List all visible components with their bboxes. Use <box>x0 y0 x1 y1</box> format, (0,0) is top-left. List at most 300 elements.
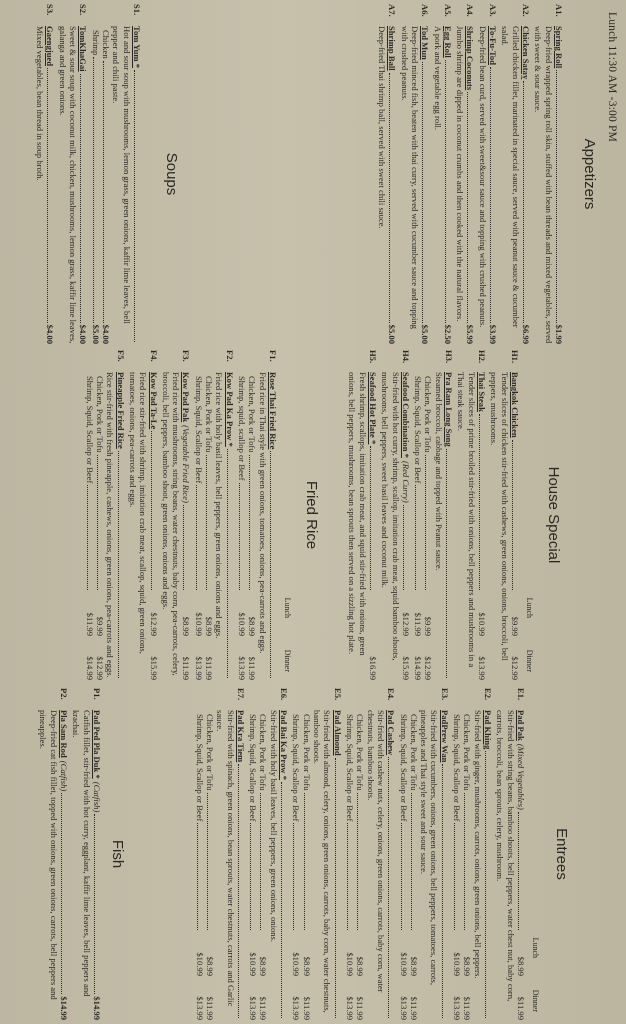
menu-item <box>398 688 450 1020</box>
item-body <box>347 372 378 680</box>
variant-price: $4.00 <box>101 324 112 344</box>
item-name-row <box>477 372 487 680</box>
item-body <box>194 710 246 1020</box>
dinner-price: $13.99 <box>345 996 355 1020</box>
dinner-price: $11.99 <box>462 996 473 1020</box>
item-body <box>380 372 411 680</box>
variant-label: Shrimp, Squid, Scallop or Beef <box>194 714 205 822</box>
item-name: Pad Bai Ka Prow * <box>279 710 290 781</box>
dot-leader <box>196 485 197 590</box>
variant-label: Shrimp, Squid, Scallop or Beef <box>291 714 302 822</box>
lunch-price: $8.99 <box>462 956 473 976</box>
variant-row <box>247 372 257 680</box>
item-name: Pad Kra Tiem <box>235 710 246 763</box>
entrees-dinner-header: Dinner <box>531 989 540 1012</box>
dot-leader <box>87 485 88 590</box>
dot-leader <box>207 793 208 930</box>
item-code: E4. <box>386 688 397 701</box>
variant-label: Shrimp, Squid, Scallop or Beef <box>413 376 424 484</box>
dinner-price: $12.99 <box>510 656 520 680</box>
item-name: To-Fu-Tod <box>488 26 499 66</box>
menu-item <box>161 350 192 680</box>
variant-row <box>398 710 408 1020</box>
dot-leader <box>468 92 469 322</box>
item-description: Deep-fried Thai shrimp ball, served with sweet chili sauce. <box>377 26 387 229</box>
menu-item <box>489 350 520 680</box>
item-body <box>500 26 531 344</box>
item-name: Kow Pad Ta-Le <box>148 372 159 430</box>
item-name-row <box>132 26 142 344</box>
lunch-price: $8.99 <box>408 956 419 976</box>
item-code: H4. <box>400 350 411 364</box>
variant-label: Chicken, Pork or Tofu <box>408 714 419 791</box>
menu-item <box>35 4 56 344</box>
dot-leader <box>426 455 427 590</box>
lunch-price: $8.99 <box>204 956 215 976</box>
dinner-price: $14.99 <box>413 656 424 680</box>
item-body <box>291 710 343 1020</box>
house-special-lunch-header: Lunch <box>525 597 534 618</box>
variant-label: Chicken, Pork or Tofu <box>247 376 258 453</box>
menu-item <box>128 350 159 680</box>
item-price: $5.00 <box>387 324 398 344</box>
item-body <box>38 710 69 1020</box>
item-name-row <box>387 26 397 344</box>
item-description: Fried rice with mushrooms, string beans, water chestnuts, baby corn, pea-carrots, celery, broccoli, bell peppers, bamboo shoot, green onions, onions and eggs. <box>160 372 182 676</box>
lunch-price: $10.99 <box>193 612 204 636</box>
dot-leader <box>389 73 390 323</box>
variant-row <box>204 372 214 680</box>
dinner-price: $16.99 <box>367 656 378 680</box>
item-description: Stir-fried with almond, celery, onions, green onions, carrots, baby corn, water chestnuts, bamboo shoots. <box>312 710 333 1013</box>
dot-leader <box>238 764 239 1018</box>
item-body <box>84 372 125 680</box>
dot-leader <box>388 757 389 1018</box>
item-name-row <box>59 710 69 1020</box>
dot-leader <box>227 449 228 678</box>
menu-item <box>345 688 397 1020</box>
variant-row <box>291 710 301 1020</box>
item-body <box>71 710 102 1020</box>
variant-row <box>409 710 419 1020</box>
item-price: $4.00 <box>78 324 89 344</box>
item-name: Pad Cashew <box>386 710 397 756</box>
item-name: Pra Ram Long Song <box>444 372 455 447</box>
dinner-price: $15.99 <box>400 656 411 680</box>
item-name-row <box>236 710 246 1020</box>
lunch-price: $8.99 <box>355 956 366 976</box>
dot-leader <box>61 793 62 994</box>
item-code: H2. <box>477 350 488 364</box>
item-name-row <box>516 710 526 1020</box>
item-name-row <box>268 372 278 680</box>
lunch-price: $10.99 <box>477 612 488 636</box>
dot-leader <box>249 455 250 590</box>
dot-leader <box>357 793 358 930</box>
lunch-price: $8.99 <box>181 616 192 636</box>
dot-leader <box>411 793 412 930</box>
dinner-price: $12.99 <box>95 656 105 680</box>
dot-leader <box>270 451 271 678</box>
dot-leader <box>422 62 423 323</box>
item-body <box>345 710 397 1020</box>
item-description: Fried rice stir-fried with shrimp, imitation crab meat, scallop, squid, green onions, tomatoes, onions, pea-carrots and eggs. <box>127 372 149 654</box>
dinner-price: $13.99 <box>477 656 488 680</box>
section-title-soups: Soups <box>163 152 180 196</box>
item-name-row <box>465 26 475 344</box>
menu-item <box>194 350 235 680</box>
item-body <box>413 372 454 680</box>
item-name: Pad Pak <box>516 710 526 741</box>
dot-leader <box>197 823 198 930</box>
lunch-hours: Lunch 11:30 AM -3:00 PM <box>606 12 618 143</box>
item-code: E6. <box>279 688 290 701</box>
variant-label: Chicken, Pork or Tofu <box>301 714 312 791</box>
item-name-row <box>483 710 493 1020</box>
item-body <box>399 26 430 344</box>
item-code: P1. <box>92 688 102 700</box>
dot-leader <box>281 782 282 1018</box>
item-price: $1.99 <box>554 324 564 344</box>
menu-item <box>291 688 343 1020</box>
item-body <box>237 372 278 680</box>
item-note: (Mixed Vegetables) <box>516 743 526 810</box>
variant-row <box>413 372 423 680</box>
item-code: H5. <box>367 350 378 364</box>
menu-item <box>84 350 125 680</box>
column-house-special-fried-rice <box>0 350 626 680</box>
item-name: Shrimp Ball <box>387 26 398 71</box>
item-description: Deep-fried wrapped spring roll skin, stuffed with bean threads and mixed vegetables, served with sweet & sour sauce. <box>533 26 554 344</box>
item-description: Hot and sour soup with mushrooms, lemon grass, green onions, kaffir lime leaves, bell pepper and chili paste. <box>111 26 132 324</box>
menu-item <box>194 688 246 1020</box>
lunch-price: $9.99 <box>95 616 105 636</box>
variant-row <box>301 710 311 1020</box>
item-description: Stir-fried with cucumbers, onions, green onions, bell peppers, tomatoes, carrots, pineapples and Thai style sweet and sour sauce. <box>419 710 440 985</box>
dot-leader <box>512 440 513 590</box>
item-description: Fried rice with holy basil leaves, bell peppers, green onions, onions and eggs. <box>214 372 225 639</box>
menu-item <box>432 4 453 344</box>
variant-label: Chicken <box>101 30 112 59</box>
dinner-price: $11.99 <box>204 996 215 1020</box>
item-name: Thai Steak <box>477 372 488 412</box>
item-name-row <box>420 26 430 344</box>
item-name: Tod Mun <box>420 26 431 60</box>
variant-row <box>194 372 204 680</box>
lunch-price: $8.99 <box>301 956 312 976</box>
item-name-row <box>488 26 498 344</box>
section-title-appetizers: Appetizers <box>581 138 598 210</box>
item-name-row <box>443 26 453 344</box>
dot-leader <box>415 485 416 590</box>
item-name-row <box>115 372 125 680</box>
item-code: A4. <box>465 4 476 17</box>
item-code: S3. <box>45 4 56 16</box>
item-description: Rice stir-fried with fresh pineapple, cashews, onions, green onions, pea-carrots and eggs. <box>105 372 116 678</box>
variant-label: Shrimp, Squid, Scallop or Beef <box>452 714 463 822</box>
variant-row <box>205 710 215 1020</box>
menu-item <box>380 350 411 680</box>
dinner-price: $11.99 <box>204 656 215 680</box>
item-code: S1. <box>132 4 142 16</box>
item-description: Deep-fried minced fish, beaten with thai curry, served with cucumber sauce and topping with crushed peanuts. <box>399 26 420 329</box>
item-description: Grilled chicken fillet, marinated in special sauce, served with peanut sauce & cucumber salad. <box>500 26 521 328</box>
variant-label: Chicken, Pork or Tofu <box>204 714 215 791</box>
lunch-price: $8.99 <box>247 616 258 636</box>
variant-row <box>423 372 433 680</box>
item-price: $5.99 <box>465 324 476 344</box>
variant-row <box>95 372 105 680</box>
item-name-row <box>45 26 55 344</box>
dinner-price: $13.99 <box>452 996 463 1020</box>
item-description: Tender slices of chicken stir-fried with cashews, green onions, onions, broccoli, bell peppers, mushrooms. <box>489 372 510 661</box>
item-name: Rose Thai Fried Rice <box>268 372 278 450</box>
dot-leader <box>485 751 486 1018</box>
item-name: Pad Almond <box>332 710 343 756</box>
item-body <box>377 26 398 344</box>
menu-item <box>500 4 531 344</box>
lunch-price: $8.99 <box>516 956 526 976</box>
variant-row <box>101 26 111 344</box>
item-description: Stir-fried with ginger, mushrooms, carrots, onions, green onions, bell peppers. <box>472 710 483 979</box>
dinner-price: $11.99 <box>301 996 312 1020</box>
item-description: Stir-fried with string beans, bamboo shoots, bell peppers, water chest nut, baby corn, carrots, broccoli, bean sprouts, celery, mushroom. <box>495 710 516 1002</box>
item-code: F3. <box>181 350 192 362</box>
item-body <box>489 372 520 680</box>
item-price: $14.99 <box>92 996 102 1020</box>
dinner-price: $12.99 <box>423 656 434 680</box>
dot-leader <box>556 70 557 322</box>
menu-item <box>248 688 289 1020</box>
item-code: E7. <box>235 688 246 701</box>
item-description: Mixed vegetables, bean thread in soup broth. <box>35 26 46 181</box>
dinner-price: $13.99 <box>248 996 259 1020</box>
house-special-list <box>347 350 522 680</box>
item-code: F2. <box>224 350 235 362</box>
dot-leader <box>93 57 94 322</box>
item-body <box>161 372 192 680</box>
dot-leader <box>250 823 251 930</box>
variant-label: Shrimp, Squid, Scallop or Beef <box>398 714 409 822</box>
item-price: $14.99 <box>59 996 70 1020</box>
item-code: F1. <box>268 350 278 362</box>
soups-list <box>35 4 144 344</box>
item-name-row <box>92 710 102 1020</box>
dot-leader <box>347 823 348 930</box>
item-code: A5. <box>442 4 453 17</box>
column-entrees-fish <box>0 688 626 1020</box>
item-body <box>398 710 450 1020</box>
item-name-row <box>148 372 158 680</box>
variant-label: Shrimp, Squid, Scallop or Beef <box>84 376 95 484</box>
item-body <box>194 372 235 680</box>
section-title-fish: Fish <box>109 839 126 869</box>
item-description: Fresh shrimp, scallops, imitation crab meat, and squid stir-fried with onions, green onions, bell peppers, mushrooms, bean sprouts then served on a sizzling hot plate. <box>347 372 368 656</box>
item-body <box>128 372 159 680</box>
item-name: Pla Sam Rod <box>59 710 70 758</box>
fried-rice-list <box>84 350 280 680</box>
item-name-row <box>554 26 564 344</box>
item-code: A2. <box>521 4 532 17</box>
lunch-price: $8.99 <box>258 956 269 976</box>
lunch-price: $10.99 <box>237 612 248 636</box>
item-description: Tender slices of prime broiled stir-fried with onions, bell peppers and mushrooms in a Thai steak sauce. <box>456 372 477 668</box>
dot-leader <box>445 60 446 323</box>
dinner-price: $11.99 <box>516 996 526 1020</box>
column-appetizers-soups <box>0 4 626 344</box>
dot-leader <box>490 67 491 323</box>
variant-row <box>194 710 204 1020</box>
item-body <box>432 26 453 344</box>
item-body <box>90 26 142 344</box>
variant-row <box>90 26 100 344</box>
menu-item <box>456 350 487 680</box>
item-code: F5. <box>115 350 126 362</box>
lunch-price: $9.99 <box>510 616 520 636</box>
item-description: Deep-fried bean curd, served with sweet&sour sauce and topping with crushed peanuts. <box>477 26 488 328</box>
lunch-price: $10.99 <box>452 952 463 976</box>
menu-item <box>377 4 398 344</box>
dot-leader <box>206 455 207 590</box>
menu-item <box>38 688 69 1020</box>
dinner-price: $13.99 <box>193 656 204 680</box>
variant-label: Shrimp, Squid, Scallop or Beef <box>193 376 204 484</box>
item-code: A6. <box>420 4 431 17</box>
variant-row <box>355 710 365 1020</box>
dinner-price: $13.99 <box>237 656 248 680</box>
variant-row <box>452 710 462 1020</box>
item-name: Pad Ped Pla Duk * <box>92 710 102 779</box>
dinner-price: $13.99 <box>291 996 302 1020</box>
variant-label: Chicken, Pork or Tofu <box>423 376 434 453</box>
item-code: E1. <box>516 688 526 701</box>
item-description: Stir-fried with cashew nuts, celery, onions, green onions, carrots, baby corn, water chestnuts, bamboo shoots. <box>365 710 386 993</box>
menu-item <box>495 688 526 1020</box>
item-code: E2. <box>483 688 494 701</box>
item-code: H3. <box>444 350 455 364</box>
item-body <box>58 26 89 344</box>
dot-leader <box>151 431 152 590</box>
dot-leader <box>103 61 104 323</box>
item-name: Shrimp Coconuts <box>465 26 476 91</box>
item-description: Catfish fillet, stir-fried with hot curry, eggplant, kaffir lime leaves, bell peppers and krachai. <box>71 710 92 997</box>
dot-leader <box>293 823 294 930</box>
variant-label: Shrimp, Squid, Scallop or Beef <box>248 714 259 822</box>
variant-price: $5.00 <box>90 324 101 344</box>
menu-item <box>413 350 454 680</box>
item-body <box>478 26 499 344</box>
item-note: (Red Curry) <box>400 460 411 503</box>
item-description: Steamed broccoli, cabbage and topped with Peanut sauce. <box>433 372 444 571</box>
item-description: Fried rice in Thai style with green onions, tomatoes, onions, pea-carrots and eggs. <box>257 372 268 654</box>
item-code: S2. <box>78 4 89 16</box>
item-name-row <box>224 372 234 680</box>
item-code: A7. <box>387 4 398 17</box>
fried-rice-lunch-header: Lunch <box>283 597 292 618</box>
dinner-price: $14.99 <box>84 656 95 680</box>
lunch-price: $10.99 <box>194 952 205 976</box>
variant-row <box>237 372 247 680</box>
item-name-row <box>521 26 531 344</box>
dot-leader <box>479 414 480 590</box>
lunch-price: $10.99 <box>248 952 259 976</box>
variant-label: Chicken, Pork or Tofu <box>462 714 473 791</box>
item-name: Kow Pad Pak <box>181 372 192 423</box>
item-name: Bangkok Chicken <box>510 372 520 438</box>
dinner-price: $15.99 <box>148 656 159 680</box>
variant-label: Shrimp, squid, scallop or Beef <box>237 376 248 481</box>
dot-leader <box>80 74 81 323</box>
lunch-price: $11.99 <box>413 612 424 636</box>
lunch-price: $12.99 <box>400 612 411 636</box>
item-body <box>455 26 476 344</box>
item-description: Jumbo shrimp are dipped in coconut crumbs and then cooked with the natural flavors. <box>455 26 466 322</box>
item-note: (Vegetable Fried Rice) <box>181 425 192 503</box>
item-name-row <box>78 26 88 344</box>
item-name-row <box>332 710 342 1020</box>
item-name: Pad Khing <box>483 710 494 750</box>
item-description: Sweet & sour soup with coconut milk, chicken, mushrooms, lemon grass, kaffir lime leaves, galanga and green onions. <box>57 26 79 344</box>
item-description: Stir-fried with spinach, green onions, bean sprouts, water chestnuts, carrots and Garlic sauce. <box>215 710 236 1007</box>
dot-leader <box>118 451 119 678</box>
item-code: P2. <box>59 688 70 700</box>
dot-leader <box>446 449 447 678</box>
item-name-row <box>386 710 396 1020</box>
lunch-price: $10.99 <box>345 952 355 976</box>
item-name: Tom Yum * <box>132 26 142 69</box>
lunch-price: $9.99 <box>423 616 434 636</box>
dot-leader <box>518 812 519 930</box>
item-name: Seafood Hot Plate * <box>367 372 378 445</box>
dot-leader <box>403 505 404 590</box>
item-name-row <box>440 710 450 1020</box>
lunch-price: $12.99 <box>148 612 159 636</box>
item-body <box>495 710 526 1020</box>
dot-leader <box>48 68 49 323</box>
menu-item <box>533 4 564 344</box>
dinner-price: $11.99 <box>355 996 366 1020</box>
item-name: Spring Roll <box>554 26 564 69</box>
item-name: TomKhaGai <box>78 26 89 72</box>
item-code: E3. <box>439 688 450 701</box>
item-description: A pork and vegetable egg roll. <box>432 26 443 131</box>
menu-item <box>58 4 89 344</box>
item-price: $5.00 <box>420 324 431 344</box>
item-name: PadPrew Wan <box>439 710 450 763</box>
item-name: Seafood Combination * <box>400 372 411 458</box>
variant-label: Chicken, Pork or Tofu <box>258 714 269 791</box>
section-title-house-special: House Special <box>545 466 562 564</box>
dot-leader <box>261 793 262 930</box>
item-name: Kow Pad Ka Prow * <box>224 372 235 447</box>
item-note: (Catfish) <box>59 760 70 792</box>
variant-label: Chicken, Pork or Tofu <box>204 376 215 453</box>
lunch-price: $10.99 <box>291 952 302 976</box>
dot-leader <box>370 446 371 590</box>
menu-item <box>452 688 493 1020</box>
item-body <box>533 26 564 344</box>
item-description: Stir-fried with holy basil leaves, bell peppers, green onions, onions. <box>268 710 279 943</box>
dinner-price: $11.99 <box>258 996 269 1020</box>
item-name-row <box>401 372 411 680</box>
item-description: Deep-fried cat fish fillet, topped with onions, green onions, carrots, bell peppers and pineapples. <box>38 710 59 1000</box>
lunch-price: $8.99 <box>204 616 215 636</box>
menu-item <box>347 350 378 680</box>
variant-label: Chicken, Pork or Tofu <box>95 376 105 453</box>
item-name: Pineapple Fried Rice <box>115 372 126 449</box>
menu-item <box>399 4 430 344</box>
entrees-list <box>194 688 528 1020</box>
